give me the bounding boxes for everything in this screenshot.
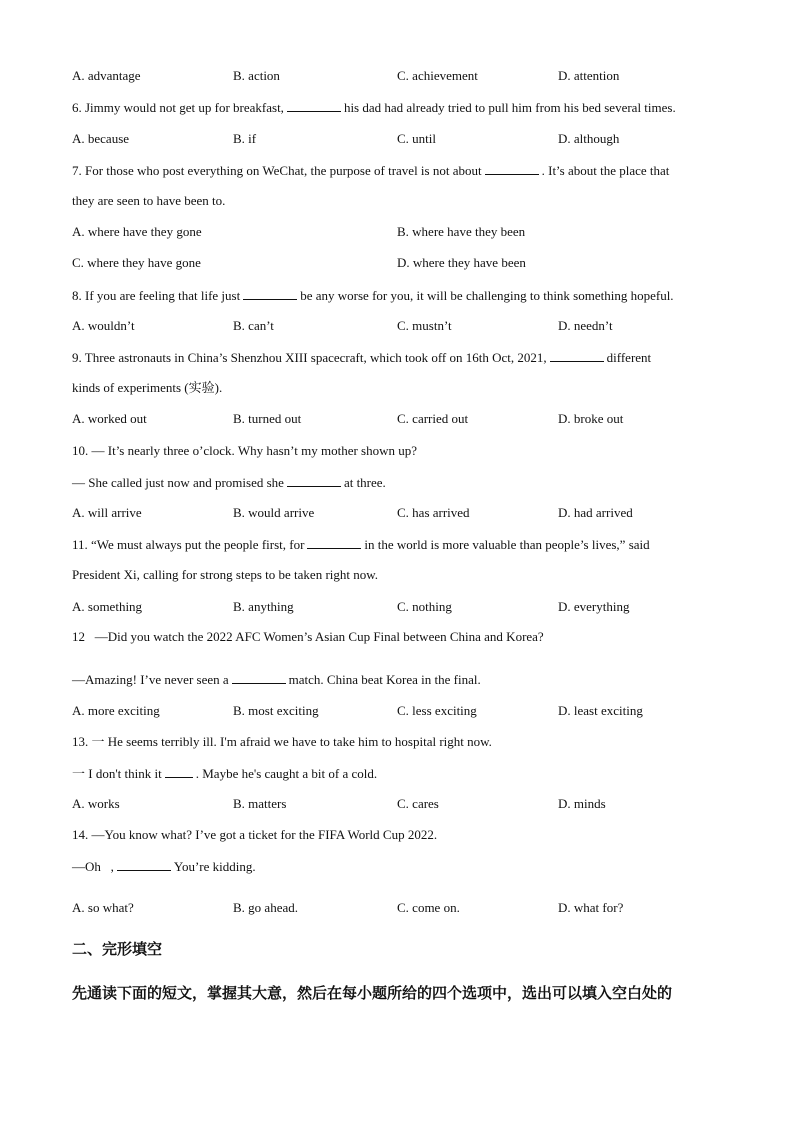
question-text: . Maybe he's caught a bit of a cold. [195,766,378,781]
option-b[interactable]: B. go ahead. [233,900,298,915]
answer-blank [550,349,604,362]
option-b[interactable]: B. if [233,131,257,146]
question-text: in the world is more valuable than people’s lives,” said [364,537,650,552]
question-text: —Oh , [72,859,114,874]
question-text: 6. Jimmy would not get up for breakfast, [72,100,284,115]
option-a[interactable]: A. more exciting [72,703,160,718]
question-text: his dad had already tried to pull him from his bed several times. [343,100,676,115]
question-12: 12 —Did you watch the 2022 AFC Women’s Asian Cup Final between China and Korea? [72,629,544,644]
option-a[interactable]: A. where have they gone [72,224,202,239]
section-instruction: 先通读下面的短文，掌握其大意，然后在每小题所给的四个选项中，选出可以填入空白处的 [72,984,673,1002]
question-14-reply [72,858,256,875]
option-a[interactable]: A. so what? [72,900,134,915]
question-text: be any worse for you, it will be challenging to think something hopeful. [300,288,674,303]
question-8 [72,287,674,304]
answer-blank [287,474,341,487]
option-c[interactable]: C. has arrived [397,505,470,520]
option-d[interactable]: D. needn’t [558,318,613,333]
option-b[interactable]: B. anything [233,599,294,614]
option-a[interactable]: A. worked out [72,411,147,426]
question-text: — She called just now and promised she [72,475,284,490]
option-d[interactable]: D. had arrived [558,505,633,520]
q6-options [72,131,732,147]
question-text: 一 I don't think it [72,766,162,781]
option-d[interactable]: D. what for? [558,900,624,915]
option-c[interactable]: C. less exciting [397,703,477,718]
option-d[interactable]: D. where they have been [397,255,526,270]
answer-blank [232,671,286,684]
question-10-reply [72,474,386,491]
option-d[interactable]: D. everything [558,599,630,614]
option-c[interactable]: C. cares [397,796,439,811]
question-10: 10. — It’s nearly three o’clock. Why hasn’t my mother shown up? [72,443,418,458]
option-c[interactable]: C. carried out [397,411,469,426]
q12-options [72,703,732,719]
option-b[interactable]: B. matters [233,796,287,811]
question-text: different [606,350,652,365]
option-b[interactable]: B. most exciting [233,703,319,718]
option-d[interactable]: D. broke out [558,411,624,426]
question-text: 9. Three astronauts in China’s Shenzhou XIII spacecraft, which took off on 16th Oct, 2021, [72,350,547,365]
q8-options [72,318,732,334]
question-14: 14. —You know what? I’ve got a ticket for the FIFA World Cup 2022. [72,827,438,842]
q14-options [72,900,732,916]
question-text: 11. “We must always put the people first, for [72,537,305,552]
question-text: match. China beat Korea in the final. [288,672,481,687]
q11-options [72,599,732,615]
question-12-reply [72,671,481,688]
q10-options [72,505,732,521]
question-text: 7. For those who post everything on WeChat, the purpose of travel is not about [72,163,482,178]
q9-options [72,411,732,427]
q7-options-row-2 [72,255,732,271]
q5-options [72,68,732,84]
question-text: 8. If you are feeling that life just [72,288,241,303]
option-a[interactable]: A. works [72,796,120,811]
q7-options-row-1 [72,224,732,240]
option-d[interactable]: D. although [558,131,620,146]
question-text: You’re kidding. [173,859,256,874]
option-c[interactable]: C. mustn’t [397,318,452,333]
option-c[interactable]: C. where they have gone [72,255,201,270]
answer-blank [287,99,341,112]
option-c[interactable]: C. nothing [397,599,452,614]
option-d[interactable]: D. attention [558,68,620,83]
question-text: at three. [343,475,386,490]
option-b[interactable]: B. can’t [233,318,274,333]
option-c[interactable]: C. come on. [397,900,460,915]
question-7 [72,162,669,179]
option-d[interactable]: D. minds [558,796,606,811]
answer-blank [165,765,193,778]
option-a[interactable]: A. wouldn’t [72,318,135,333]
question-text: . It’s about the place that [541,163,670,178]
question-11-line-2: President Xi, calling for strong steps to be taken right now. [72,567,379,582]
question-text: —Amazing! I’ve never seen a [72,672,229,687]
option-a[interactable]: A. something [72,599,143,614]
q13-options [72,796,732,812]
option-a[interactable]: A. because [72,131,130,146]
section-title: 二、完形填空 [72,940,163,958]
option-a[interactable]: A. advantage [72,68,141,83]
question-7-line-2: they are seen to have been to. [72,193,226,208]
option-b[interactable]: B. would arrive [233,505,315,520]
answer-blank [243,287,297,300]
option-c[interactable]: C. achievement [397,68,478,83]
question-9 [72,349,651,366]
question-13-reply [72,765,377,782]
option-d[interactable]: D. least exciting [558,703,643,718]
answer-blank [117,858,171,871]
option-c[interactable]: C. until [397,131,437,146]
option-a[interactable]: A. will arrive [72,505,142,520]
option-b[interactable]: B. where have they been [397,224,526,239]
option-b[interactable]: B. turned out [233,411,302,426]
question-13: 13. 一 He seems terribly ill. I'm afraid we have to take him to hospital right now. [72,734,492,749]
question-6 [72,99,676,116]
option-b[interactable]: B. action [233,68,280,83]
question-9-line-2: kinds of experiments (实验). [72,380,223,395]
question-11 [72,536,650,553]
answer-blank [307,536,361,549]
answer-blank [485,162,539,175]
